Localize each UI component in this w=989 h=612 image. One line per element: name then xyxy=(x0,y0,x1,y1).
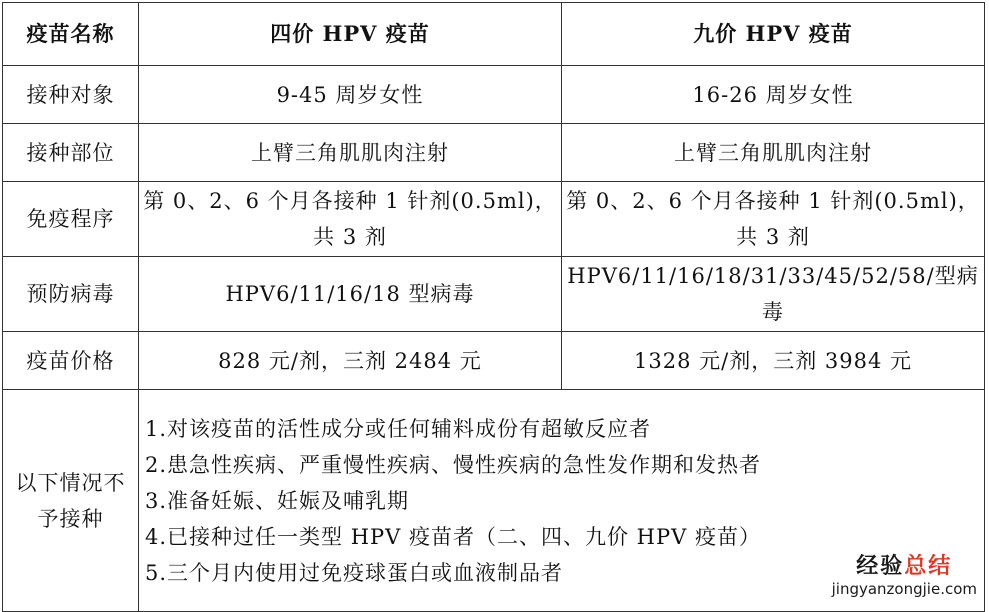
cell-nonavalent-site: 上臂三角肌肌肉注射 xyxy=(562,124,985,182)
row-label-site: 接种部位 xyxy=(3,124,139,182)
header-quadrivalent: 四价 HPV 疫苗 xyxy=(139,3,562,66)
list-item: 5.三个月内使用过免疫球蛋白或血液制品者 xyxy=(145,560,564,585)
table-row xyxy=(3,124,985,182)
cell-quadrivalent-target: 9-45 周岁女性 xyxy=(139,66,562,124)
cell-nonavalent-schedule: 第 0、2、6 个月各接种 1 针剂(0.5ml)，共 3 剂 xyxy=(562,182,985,257)
header-nonavalent: 九价 HPV 疫苗 xyxy=(562,3,985,66)
row-label-virus: 预防病毒 xyxy=(3,257,139,332)
table-row xyxy=(3,66,985,124)
list-item: 2.患急性疾病、严重慢性疾病、慢性疾病的急性发作期和发热者 xyxy=(145,452,762,477)
row-label-schedule: 免疫程序 xyxy=(3,182,139,257)
table-row xyxy=(3,257,985,332)
site-watermark xyxy=(832,554,977,598)
hpv-vaccine-comparison-table xyxy=(2,2,985,612)
row-label-target: 接种对象 xyxy=(3,66,139,124)
cell-quadrivalent-price: 828 元/剂，三剂 2484 元 xyxy=(139,332,562,390)
watermark-url: jingyanzongjie.com xyxy=(831,580,977,598)
list-item: 4.已接种过任一类型 HPV 疫苗者（二、四、九价 HPV 疫苗） xyxy=(145,524,761,549)
cell-nonavalent-target: 16-26 周岁女性 xyxy=(562,66,985,124)
row-label-price: 疫苗价格 xyxy=(3,332,139,390)
row-label-contraindications: 以下情况不予接种 xyxy=(3,390,139,612)
list-item: 1.对该疫苗的活性成分或任何辅料成份有超敏反应者 xyxy=(145,416,652,441)
watermark-title-b: 总结 xyxy=(904,554,953,579)
table-row xyxy=(3,332,985,390)
table-header-row xyxy=(3,3,985,66)
header-vaccine-name-label: 疫苗名称 xyxy=(3,3,139,66)
watermark-title-a: 经验 xyxy=(856,554,905,579)
cell-nonavalent-virus: HPV6/11/16/18/31/33/45/52/58/型病毒 xyxy=(562,257,985,332)
list-item: 3.准备妊娠、妊娠及哺乳期 xyxy=(145,488,410,513)
cell-nonavalent-price: 1328 元/剂，三剂 3984 元 xyxy=(562,332,985,390)
watermark-logo xyxy=(832,554,977,580)
cell-quadrivalent-virus: HPV6/11/16/18 型病毒 xyxy=(139,257,562,332)
cell-quadrivalent-schedule: 第 0、2、6 个月各接种 1 针剂(0.5ml)，共 3 剂 xyxy=(139,182,562,257)
cell-quadrivalent-site: 上臂三角肌肌肉注射 xyxy=(139,124,562,182)
table-row xyxy=(3,182,985,257)
